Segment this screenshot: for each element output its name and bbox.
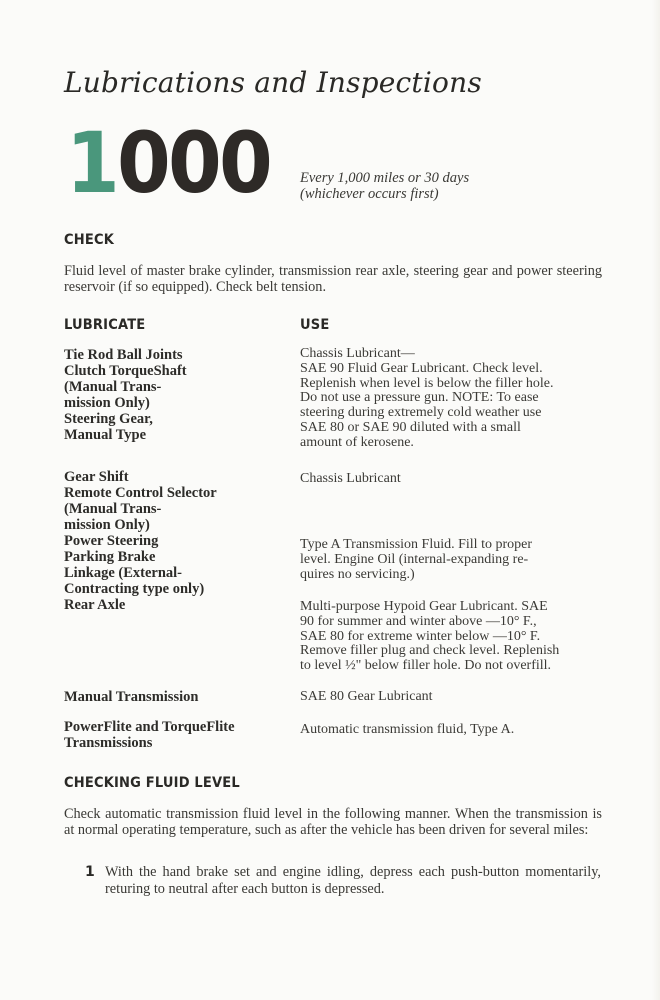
step-text: With the hand brake set and engine idling, depress each push-button momentarily, returing to neutral after each button is depressed. — [105, 864, 601, 897]
use-line: Multi-purpose Hypoid Gear Lubricant. SAE — [300, 599, 548, 614]
lubricate-line: (Manual Trans- — [64, 501, 162, 517]
lubricate-line: mission Only) — [64, 517, 150, 533]
use-line: Automatic transmission fluid, Type A. — [300, 722, 515, 737]
lubricate-line: Power Steering — [64, 533, 159, 549]
use-cell — [300, 723, 601, 738]
lubricate-line: Remote Control Selector — [64, 485, 217, 501]
step-number: 1 — [85, 864, 95, 880]
interval-line-2: (whichever occurs first) — [300, 186, 439, 202]
mileage-rest-digits: 000 — [117, 114, 271, 212]
lubricate-cell — [64, 533, 294, 597]
use-line: quires no servicing.) — [300, 566, 415, 582]
checking-fluid-text: Check automatic transmission fluid level in the following manner. When the transmission is at normal operating temperature, such as after the vehicle has been driven for several miles: — [64, 806, 602, 838]
use-line: SAE 80 Gear Lubricant — [300, 689, 433, 704]
lubricate-line: Parking Brake — [64, 549, 156, 565]
use-cell — [300, 472, 601, 487]
use-cell — [300, 347, 601, 451]
check-heading: CHECK — [64, 232, 115, 248]
lubricate-line: Tie Rod Ball Joints — [64, 347, 183, 363]
lubricate-line: Steering Gear, — [64, 411, 153, 427]
lubricate-line: PowerFlite and TorqueFlite — [64, 719, 235, 735]
lubricate-line: Manual Transmission — [64, 689, 199, 705]
lubricate-cell — [64, 689, 294, 705]
checking-fluid-heading: CHECKING FLUID LEVEL — [64, 775, 240, 791]
use-line: amount of kerosene. — [300, 434, 414, 450]
lubricate-column-header: LUBRICATE — [64, 317, 146, 333]
lubricate-line: (Manual Trans- — [64, 379, 162, 395]
use-cell — [300, 538, 601, 582]
use-line: SAE 80 for extreme winter below —10° F. — [300, 628, 541, 644]
use-line: Type A Transmission Fluid. Fill to proper — [300, 537, 532, 552]
lubricate-line: Transmissions — [64, 735, 153, 751]
lubricate-cell — [64, 719, 294, 751]
use-line: Chassis Lubricant— — [300, 346, 415, 361]
check-text: Fluid level of master brake cylinder, transmission rear axle, steering gear and power steering reservoir (if so equipped). Check belt tension. — [64, 263, 602, 295]
lubricate-cell — [64, 347, 294, 443]
interval-note — [300, 170, 469, 202]
use-line: 90 for summer and winter above —10° F., — [300, 613, 537, 629]
use-line: Chassis Lubricant — [300, 471, 401, 486]
lubricate-line: Gear Shift — [64, 469, 129, 485]
lubricate-line: Clutch TorqueShaft — [64, 363, 187, 379]
use-cell — [300, 600, 601, 674]
use-line: SAE 90 Fluid Gear Lubricant. Check level. — [300, 360, 543, 376]
lubricate-line: Linkage (External- — [64, 565, 183, 581]
lubricate-cell — [64, 597, 294, 613]
lubricate-line: mission Only) — [64, 395, 150, 411]
use-column-header: USE — [300, 317, 330, 333]
mileage-number — [66, 114, 271, 212]
use-line: Do not use a pressure gun. NOTE: To ease — [300, 390, 539, 406]
use-line: Remove filler plug and check level. Replenish — [300, 643, 560, 659]
use-line: to level ½" below filler hole. Do not overfill. — [300, 658, 552, 674]
use-line: level. Engine Oil (internal-expanding re- — [300, 551, 529, 567]
page-title: Lubrications and Inspections — [64, 66, 482, 99]
lubricate-cell — [64, 469, 294, 533]
lubricate-line: Manual Type — [64, 427, 147, 443]
use-line: Replenish when level is below the filler hole. — [300, 375, 554, 391]
interval-line-1: Every 1,000 miles or 30 days — [300, 170, 470, 186]
page-edge-shadow — [652, 0, 660, 1000]
use-line: steering during extremely cold weather use — [300, 405, 542, 421]
use-line: SAE 80 or SAE 90 diluted with a small — [300, 419, 521, 435]
mileage-first-digit: 1 — [66, 114, 118, 212]
use-cell — [300, 690, 601, 705]
lubricate-line: Rear Axle — [64, 597, 126, 613]
lubricate-line: Contracting type only) — [64, 581, 205, 597]
